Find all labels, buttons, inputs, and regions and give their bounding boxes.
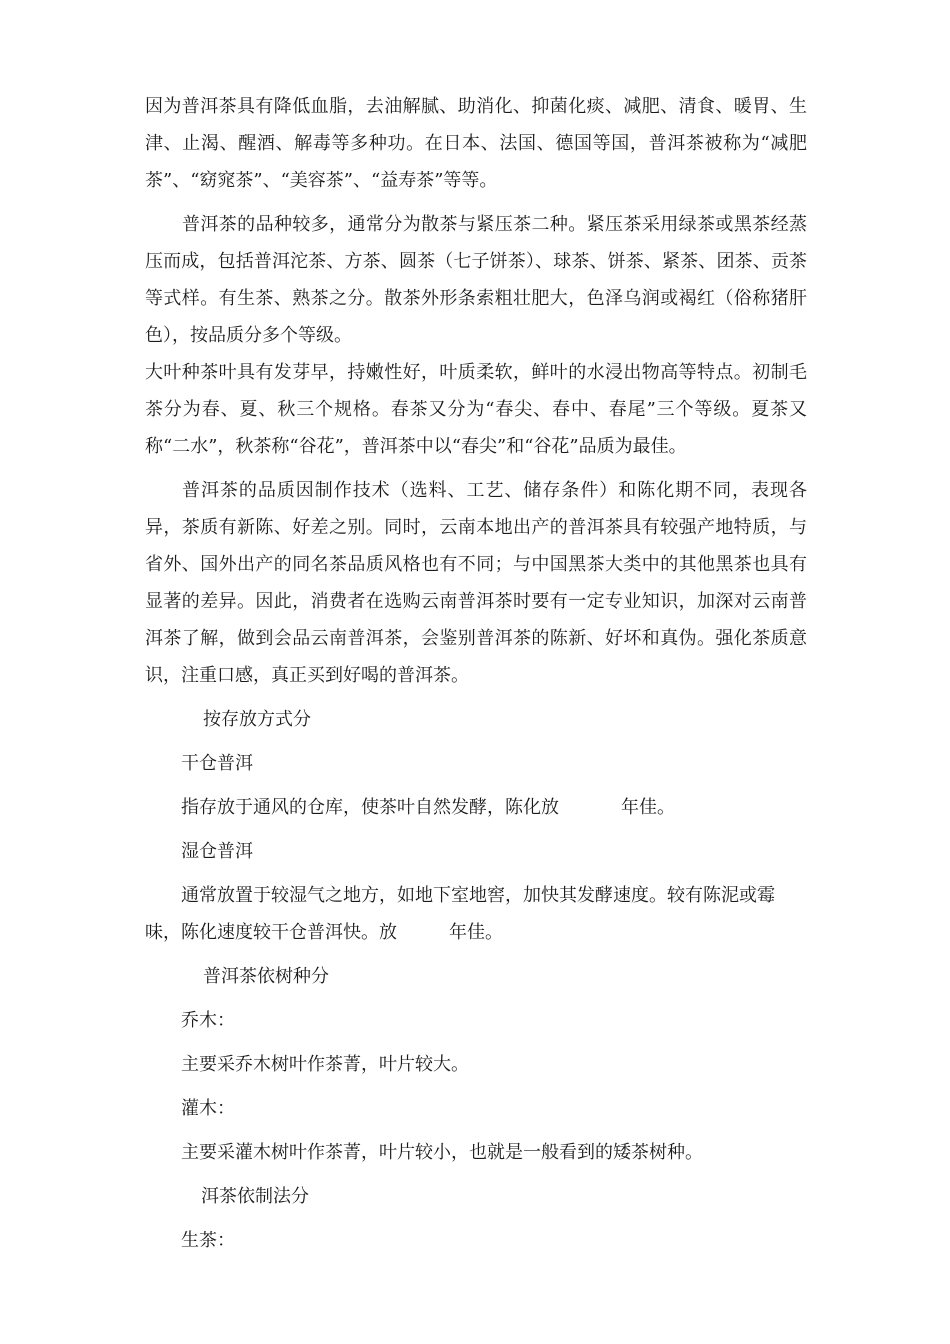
heading-process-method: 洱茶依制法分	[201, 1186, 309, 1207]
paragraph-leaf-grades: 大叶种茶叶具有发芽早，持嫩性好，叶质柔软，鲜叶的水浸出物高等特点。初制毛茶分为春、夏、秋三个规格。春茶又分为“春尖、春中、春尾”三个等级。夏茶又称“二水”，秋茶称“谷花”，普洱茶中以“春尖”和“谷花”品质为最佳。	[145, 362, 807, 457]
heading-tree-type: 普洱茶依树种分	[203, 966, 329, 987]
paragraph-health-benefits: 因为普洱茶具有降低血脂，去油解腻、助消化、抑菌化痰、减肥、清食、暖胃、生津、止渴、醒酒、解毒等多种功。在日本、法国、德国等国，普洱茶被称为“减肥茶”、“窈窕茶”、“美容茶”、“益寿茶”等等。	[145, 96, 807, 191]
document-body	[145, 88, 807, 1259]
wet-storage-text-end: 年佳。	[449, 922, 503, 943]
dry-storage-description	[145, 789, 807, 826]
raw-tea-title: 生茶：	[181, 1230, 235, 1251]
wet-storage-description-line1: 通常放置于较湿气之地方，如地下室地窖，加快其发酵速度。较有陈泥或霉	[181, 885, 775, 906]
heading-storage-method: 按存放方式分	[203, 709, 311, 730]
wet-storage-text-start: 味，陈化速度较干仓普洱快。放	[145, 922, 397, 943]
wet-storage-title: 湿仓普洱	[181, 841, 253, 862]
arbor-title: 乔木：	[181, 1010, 235, 1031]
paragraph-varieties: 普洱茶的品种较多，通常分为散茶与紧压茶二种。紧压茶采用绿茶或黑茶经蒸压而成，包括普洱沱茶、方茶、圆茶（七子饼茶）、球茶、饼茶、紧茶、团茶、贡茶等式样。有生茶、熟茶之分。散茶外形条索粗壮肥大，色泽乌润或褐红（俗称猪肝色），按品质分多个等级。	[145, 214, 807, 346]
shrub-title: 灌木：	[181, 1098, 235, 1119]
arbor-description: 主要采乔木树叶作茶菁，叶片较大。	[181, 1054, 469, 1075]
wet-storage-description-line2	[145, 914, 807, 951]
dry-storage-text-start: 指存放于通风的仓库，使茶叶自然发酵，陈化放	[181, 797, 559, 818]
dry-storage-text-end: 年佳。	[621, 797, 675, 818]
shrub-description: 主要采灌木树叶作茶菁，叶片较小，也就是一般看到的矮茶树种。	[181, 1142, 703, 1163]
paragraph-quality: 普洱茶的品质因制作技术（选料、工艺、储存条件）和陈化期不同，表现各异，茶质有新陈、好差之别。同时，云南本地出产的普洱茶具有较强产地特质，与省外、国外出产的同名茶品质风格也有不同；与中国黑茶大类中的其他黑茶也具有显著的差异。因此，消费者在选购云南普洱茶时要有一定专业知识，加深对云南普洱茶了解，做到会品云南普洱茶，会鉴别普洱茶的陈新、好坏和真伪。强化茶质意识，注重口感，真正买到好喝的普洱茶。	[145, 480, 807, 686]
dry-storage-title: 干仓普洱	[181, 753, 253, 774]
